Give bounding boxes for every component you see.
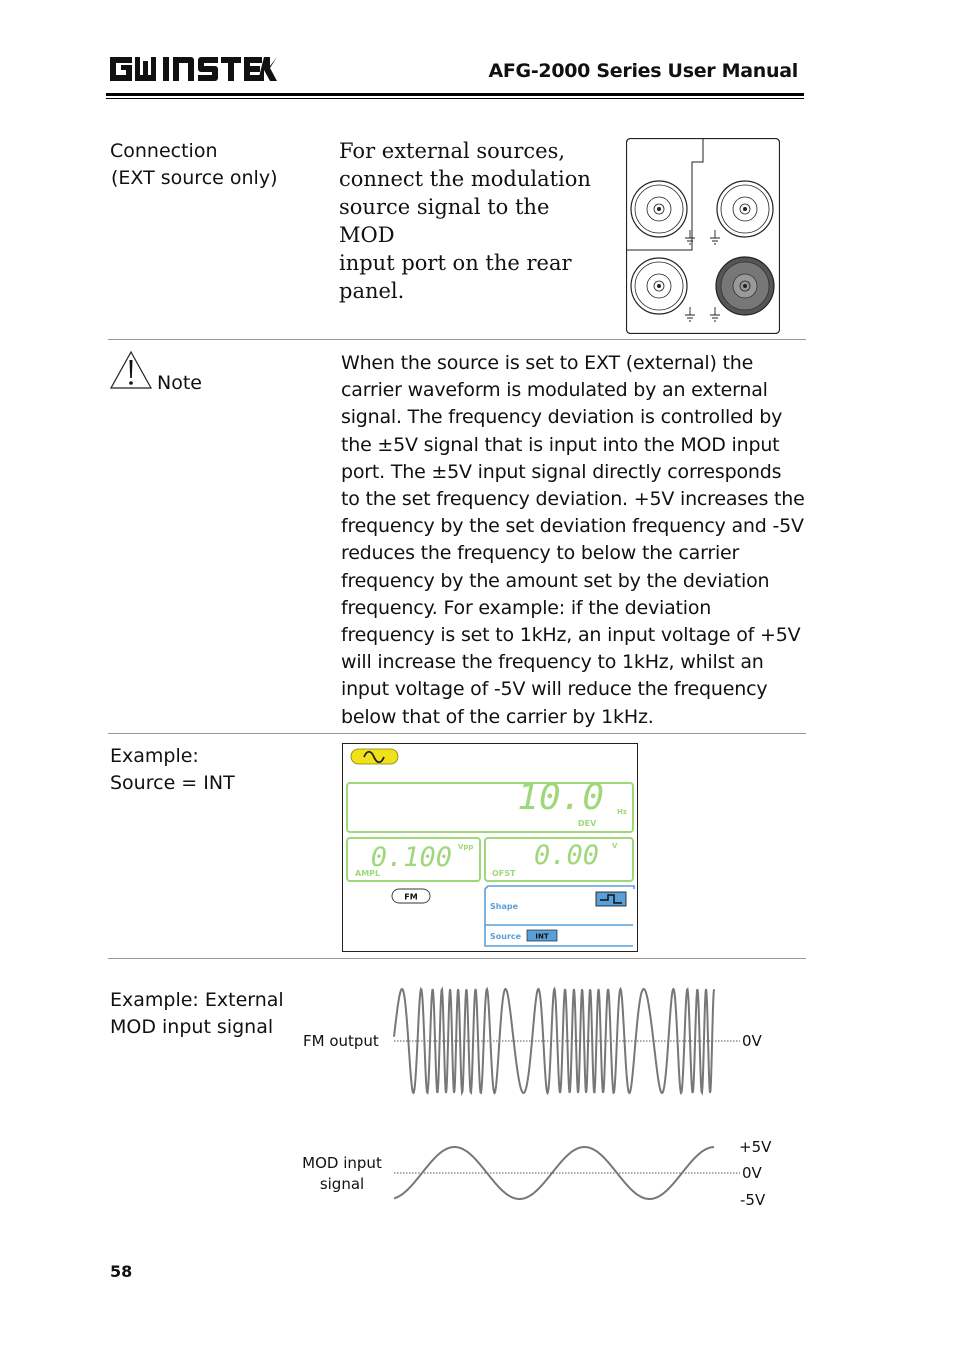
note-text-line: the ±5V signal that is input into the MOD input: [341, 433, 780, 456]
note-text-line: frequency by the amount set by the deviation: [341, 569, 770, 592]
mod-input-label-line: signal: [319, 1175, 365, 1193]
mod-input-connector-icon: [716, 257, 774, 315]
document-title: AFG-2000 Series User Manual: [488, 60, 798, 82]
ampl-label: AMPL: [355, 869, 381, 878]
dev-value: 10.0: [517, 777, 604, 818]
example-ext-label: [110, 987, 284, 1041]
connection-text-line: source signal to the MOD: [339, 195, 550, 247]
mod-input-label: [300, 1153, 384, 1195]
note-text-line: reduces the frequency to below the carrier: [341, 542, 740, 565]
dev-unit: Hz: [617, 808, 627, 816]
connection-label-line: (EXT source only): [111, 167, 278, 189]
square-wave-icon: [596, 892, 626, 906]
note-text-line: input voltage of -5V will reduce the frequency: [341, 678, 768, 701]
note-text-line: signal. The frequency deviation is controlled by: [341, 406, 783, 429]
section-divider: [108, 958, 806, 959]
lcd-display: [342, 743, 638, 952]
fm-mode-badge: FM: [404, 892, 418, 902]
note-text-line: port. The ±5V input signal directly corresponds: [341, 460, 782, 483]
connection-text: [339, 137, 609, 305]
mod-plus-label: +5V: [739, 1138, 772, 1156]
connection-label-line: Connection: [110, 140, 218, 162]
example-ext-label-line: MOD input signal: [110, 1016, 274, 1038]
ampl-unit: Vpp: [458, 843, 474, 851]
mod-minus-label: -5V: [740, 1191, 766, 1209]
page-number: 58: [110, 1262, 133, 1281]
note-text-line: will increase the frequency to 1kHz, whilst an: [341, 651, 764, 674]
note-text-line: When the source is set to EXT (external) the: [341, 352, 754, 374]
bnc-connector-icon: [631, 258, 687, 314]
connection-text-line: input port on the rear: [339, 251, 572, 275]
connection-text-line: For external sources,: [339, 139, 566, 163]
fm-output-label: FM output: [303, 1032, 379, 1050]
note-text-line: below that of the carrier by 1kHz.: [341, 705, 654, 728]
example-int-label: [110, 743, 235, 797]
ofst-value: 0.00: [533, 840, 599, 871]
waveform-diagram: [380, 980, 740, 1220]
note-text-line: to the set frequency deviation. +5V increases the: [341, 488, 805, 511]
bnc-connector-icon: [631, 181, 687, 237]
bnc-connector-icon: [717, 181, 773, 237]
sine-wave-icon: [351, 749, 398, 764]
connection-label: [110, 138, 277, 192]
note-text: [341, 350, 806, 731]
note-text-line: frequency is set to 1kHz, an input voltage of +5V: [341, 624, 801, 647]
mod-input-label-line: MOD input: [302, 1154, 382, 1172]
note-text-line: frequency by the set deviation frequency and -5V: [341, 515, 804, 538]
source-value-badge: INT: [535, 932, 549, 941]
source-label: Source: [490, 932, 522, 941]
warning-triangle-icon: [109, 350, 153, 390]
note-text-line: frequency. For example: if the deviation: [341, 596, 712, 619]
note-label: Note: [157, 372, 202, 394]
rear-panel-bnc-illustration: [626, 138, 780, 334]
ofst-unit: V: [612, 842, 618, 850]
example-ext-label-line: Example: External: [110, 989, 284, 1011]
fm-zero-label: 0V: [742, 1032, 762, 1050]
header-rule-thin: [106, 98, 804, 99]
example-int-label-line: Source = INT: [110, 772, 235, 794]
shape-label: Shape: [490, 902, 519, 911]
ofst-label: OFST: [492, 869, 516, 878]
note-text-line: carrier waveform is modulated by an external: [341, 379, 768, 402]
header-rule: [106, 93, 804, 96]
dev-label: DEV: [578, 819, 597, 828]
connection-text-line: panel.: [339, 279, 405, 303]
connection-text-line: connect the modulation: [339, 167, 591, 191]
gw-instek-logo: [108, 54, 278, 84]
section-divider: [108, 733, 806, 734]
section-divider: [108, 339, 806, 340]
ampl-value: 0.100: [370, 842, 452, 873]
mod-zero-label: 0V: [742, 1164, 762, 1182]
example-int-label-line: Example:: [110, 745, 199, 767]
